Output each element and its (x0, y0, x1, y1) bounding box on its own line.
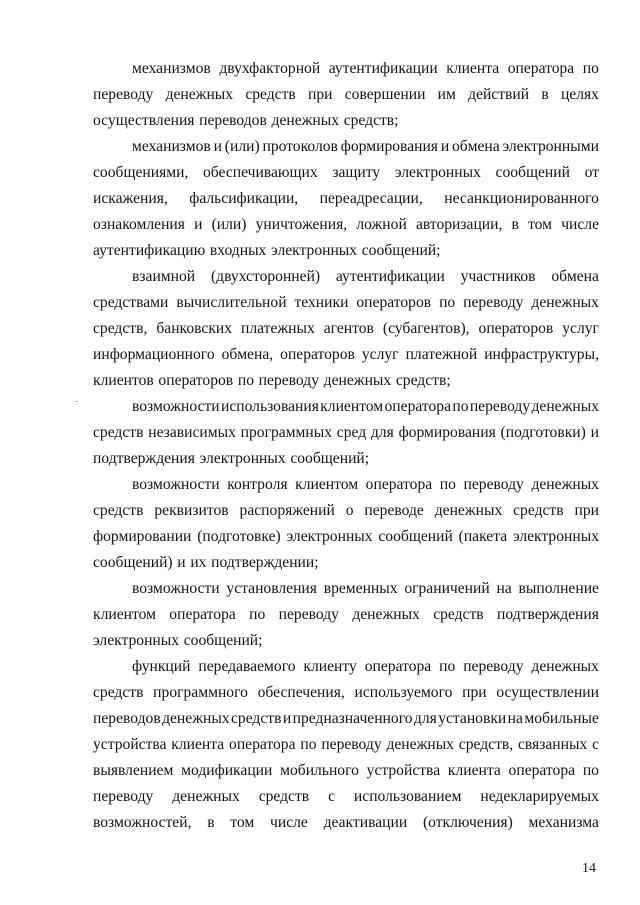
text-line: взаимной (двухсторонней) аутентификации участников обмена (132, 268, 599, 285)
paragraph (93, 394, 599, 472)
text-line: устройства клиента оператора по переводу денежных средств, связанных с (93, 736, 599, 753)
text-line: сообщениями, обеспечивающих защиту электронных сообщений от (93, 164, 599, 181)
paragraph (93, 576, 599, 654)
text-line: средств реквизитов распоряжений о переводе денежных средств при (93, 502, 599, 519)
text-line: переводов денежных средств и предназначенного для установки на мобильные (93, 710, 599, 727)
text-line: сообщений) и их подтверждении; (93, 554, 319, 571)
text-line: средств, банковских платежных агентов (субагентов), операторов услуг (93, 320, 599, 337)
text-line: возможности контроля клиентом оператора по переводу денежных (132, 476, 599, 493)
text-line: выявлением модификации мобильного устройства клиента оператора по (93, 762, 599, 779)
text-line: осуществления переводов денежных средств; (93, 112, 399, 129)
text-line: искажения, фальсификации, переадресации, несанкционированного (93, 190, 599, 207)
text-line: средств независимых программных сред для формирования (подготовки) и (93, 424, 599, 441)
text-line: переводу денежных средств с использованием недекларируемых (93, 788, 599, 805)
page-number: 14 (582, 861, 596, 876)
paragraph (93, 134, 599, 264)
text-line: клиентом оператора по переводу денежных средств подтверждения (93, 606, 599, 623)
text-line: средствами вычислительной техники операторов по переводу денежных (93, 294, 599, 311)
text-line: подтверждения электронных сообщений; (93, 450, 370, 467)
text-line: функций передаваемого клиенту оператора по переводу денежных (132, 658, 599, 675)
text-line: механизмов двухфакторной аутентификации клиента оператора по (132, 60, 599, 77)
paragraph (93, 472, 599, 576)
scan-mark (75, 401, 78, 402)
paragraph (93, 654, 599, 836)
text-line: возможностей, в том числе деактивации (отключения) механизма (93, 814, 599, 831)
text-line: возможности установления временных ограничений на выполнение (132, 580, 599, 597)
text-line: механизмов и (или) протоколов формирования и обмена электронными (132, 138, 599, 155)
text-line: электронных сообщений; (93, 632, 263, 649)
paragraph (93, 264, 599, 394)
text-line: средств программного обеспечения, используемого при осуществлении (93, 684, 599, 701)
text-line: возможности использования клиентом оператора по переводу денежных (132, 398, 599, 415)
paragraph (93, 56, 599, 134)
text-line: ознакомления и (или) уничтожения, ложной авторизации, в том числе (93, 216, 599, 233)
text-line: информационного обмена, операторов услуг платежной инфраструктуры, (93, 346, 599, 363)
text-line: переводу денежных средств при совершении им действий в целях (93, 86, 599, 103)
document-body (93, 56, 599, 836)
text-line: клиентов операторов по переводу денежных средств; (93, 372, 451, 389)
text-line: аутентификацию входных электронных сообщений; (93, 242, 441, 259)
text-line: формировании (подготовке) электронных сообщений (пакета электронных (93, 528, 599, 545)
